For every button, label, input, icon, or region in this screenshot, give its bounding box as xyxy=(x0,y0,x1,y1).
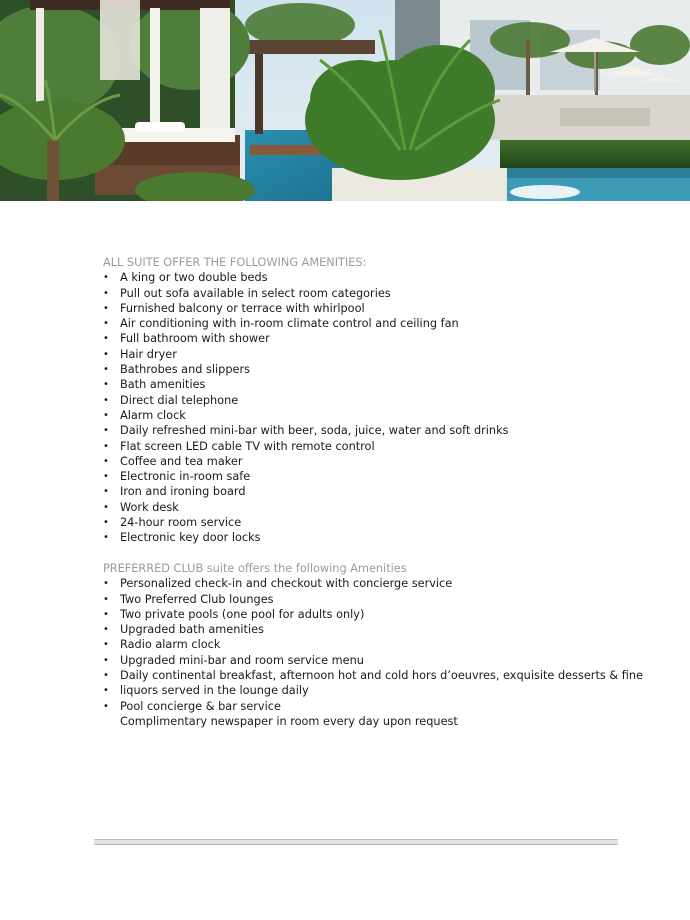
list-item-text: Two private pools (one pool for adults only) xyxy=(120,607,365,621)
list-item xyxy=(103,484,663,499)
bullet: • xyxy=(103,517,109,529)
list-item-text: liquors served in the lounge daily xyxy=(120,684,309,698)
list-item xyxy=(103,530,663,545)
footer-divider xyxy=(94,839,618,845)
bullet: • xyxy=(103,593,109,605)
list-item xyxy=(103,637,663,652)
list-item-text: Iron and ironing board xyxy=(120,485,246,499)
bullet: • xyxy=(103,333,109,345)
list-item-text: Bath amenities xyxy=(120,378,206,392)
list-item xyxy=(103,683,663,698)
list-item xyxy=(103,286,663,301)
list-item-text: Full bathroom with shower xyxy=(120,332,270,346)
list-item xyxy=(103,316,663,331)
bullet: • xyxy=(103,501,109,513)
list-item-text: Alarm clock xyxy=(120,408,186,422)
preferred-club-heading: PREFERRED CLUB suite offers the following Amenities xyxy=(103,561,407,575)
section-gap xyxy=(103,546,663,561)
list-item xyxy=(103,377,663,392)
bullet: • xyxy=(103,608,109,620)
list-item-text: Two Preferred Club lounges xyxy=(120,592,274,606)
amenities-content xyxy=(103,255,663,729)
list-item xyxy=(103,668,663,683)
bullet: • xyxy=(103,379,109,391)
list-item xyxy=(103,500,663,515)
bullet: • xyxy=(103,455,109,467)
list-item-text: Upgraded bath amenities xyxy=(120,623,264,637)
list-item xyxy=(103,331,663,346)
list-item xyxy=(103,393,663,408)
list-item xyxy=(103,515,663,530)
list-item-text: Flat screen LED cable TV with remote control xyxy=(120,439,375,453)
suite-amenities-list xyxy=(103,270,663,545)
list-item xyxy=(103,423,663,438)
list-item-text: Radio alarm clock xyxy=(120,638,221,652)
list-item xyxy=(103,362,663,377)
bullet: • xyxy=(103,425,109,437)
list-item xyxy=(103,576,663,591)
bullet: • xyxy=(103,670,109,682)
list-item xyxy=(103,301,663,316)
bullet: • xyxy=(103,471,109,483)
list-item-text: Bathrobes and slippers xyxy=(120,363,250,377)
list-item-text: Electronic key door locks xyxy=(120,531,261,545)
suite-amenities-heading: ALL SUITE OFFER THE FOLLOWING AMENITIES: xyxy=(103,256,367,269)
bullet: • xyxy=(103,532,109,544)
bullet: • xyxy=(103,685,109,697)
bullet: • xyxy=(103,409,109,421)
list-item xyxy=(103,699,663,714)
list-item-text: Work desk xyxy=(120,500,179,514)
list-item-text: Daily refreshed mini-bar with beer, soda, juice, water and soft drinks xyxy=(120,424,509,438)
list-item-text: Coffee and tea maker xyxy=(120,454,243,468)
list-item-text: Pool concierge & bar service xyxy=(120,699,281,713)
list-item-text: Electronic in-room safe xyxy=(120,470,251,484)
list-item-text: Daily continental breakfast, afternoon hot and cold hors d’oeuvres, exquisite desserts & fine xyxy=(120,669,643,683)
list-item-text: Hair dryer xyxy=(120,347,177,361)
bullet: • xyxy=(103,578,109,590)
bullet: • xyxy=(103,639,109,651)
list-item xyxy=(103,592,663,607)
bullet: • xyxy=(103,318,109,330)
list-item xyxy=(103,653,663,668)
preferred-club-list xyxy=(103,576,663,714)
bullet: • xyxy=(103,486,109,498)
list-item-text: Upgraded mini-bar and room service menu xyxy=(120,653,364,667)
list-item xyxy=(103,270,663,285)
list-item-text: Air conditioning with in-room climate control and ceiling fan xyxy=(120,317,459,331)
bullet: • xyxy=(103,654,109,666)
hero-photo-resort-pool xyxy=(0,0,690,201)
list-item-text: 24-hour room service xyxy=(120,516,242,530)
list-item-text: Direct dial telephone xyxy=(120,393,239,407)
list-item xyxy=(103,439,663,454)
list-item-text: Personalized check-in and checkout with concierge service xyxy=(120,577,453,591)
bullet: • xyxy=(103,302,109,314)
list-item xyxy=(103,607,663,622)
bullet: • xyxy=(103,348,109,360)
newspaper-note: Complimentary newspaper in room every day upon request xyxy=(120,714,458,728)
list-item xyxy=(103,408,663,423)
bullet: • xyxy=(103,364,109,376)
list-item xyxy=(103,454,663,469)
list-item xyxy=(103,347,663,362)
bullet: • xyxy=(103,287,109,299)
list-item xyxy=(103,469,663,484)
list-item-text: A king or two double beds xyxy=(120,271,268,285)
bullet: • xyxy=(103,272,109,284)
bullet: • xyxy=(103,624,109,636)
bullet: • xyxy=(103,394,109,406)
list-item xyxy=(103,622,663,637)
bullet: • xyxy=(103,440,109,452)
list-item-text: Furnished balcony or terrace with whirlpool xyxy=(120,301,365,315)
list-item-text: Pull out sofa available in select room categories xyxy=(120,286,391,300)
bullet: • xyxy=(103,700,109,712)
